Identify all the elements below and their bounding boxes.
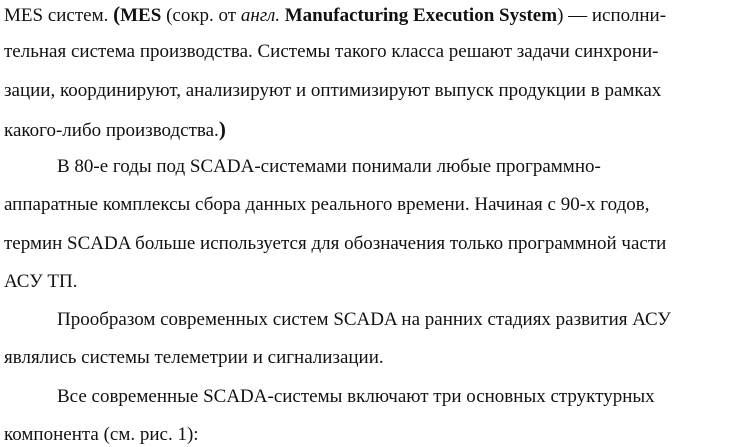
text-run: ) — исполни- — [557, 5, 667, 26]
text-line: тельная система производства. Системы такого класса решают задачи синхрони- — [4, 41, 659, 62]
text-line: термин SCADA больше используется для обозначения только программной части — [4, 233, 667, 254]
term-abbreviation: MES — [120, 5, 162, 26]
opening-parenthesis: ( — [113, 2, 121, 26]
text-run: какого-либо производства. — [4, 120, 219, 141]
text-run: (сокр. от — [161, 5, 241, 26]
term-full-name: Manufacturing Execution System — [284, 5, 558, 26]
italic-abbreviation: англ. — [240, 5, 280, 26]
paragraph-first-line: В 80-е годы под SCADA-системами понимали любые программно- — [57, 156, 601, 177]
closing-parenthesis: ) — [218, 117, 226, 141]
text-line: компонента (см. рис. 1): — [4, 424, 199, 445]
text-line — [4, 117, 226, 141]
text-line: зации, координируют, анализируют и оптимизируют выпуск продукции в рамках — [4, 80, 662, 101]
text-run: MES систем. — [4, 5, 114, 26]
text-line: АСУ ТП. — [4, 271, 78, 292]
text-line: являлись системы телеметрии и сигнализации. — [4, 347, 384, 368]
text-line: аппаратные комплексы сбора данных реального времени. Начиная с 90-х годов, — [4, 194, 650, 215]
text-line — [4, 2, 666, 26]
paragraph-first-line: Прообразом современных систем SCADA на ранних стадиях развития АСУ — [57, 309, 671, 330]
paragraph-first-line: Все современные SCADA-системы включают три основных структурных — [57, 386, 655, 407]
